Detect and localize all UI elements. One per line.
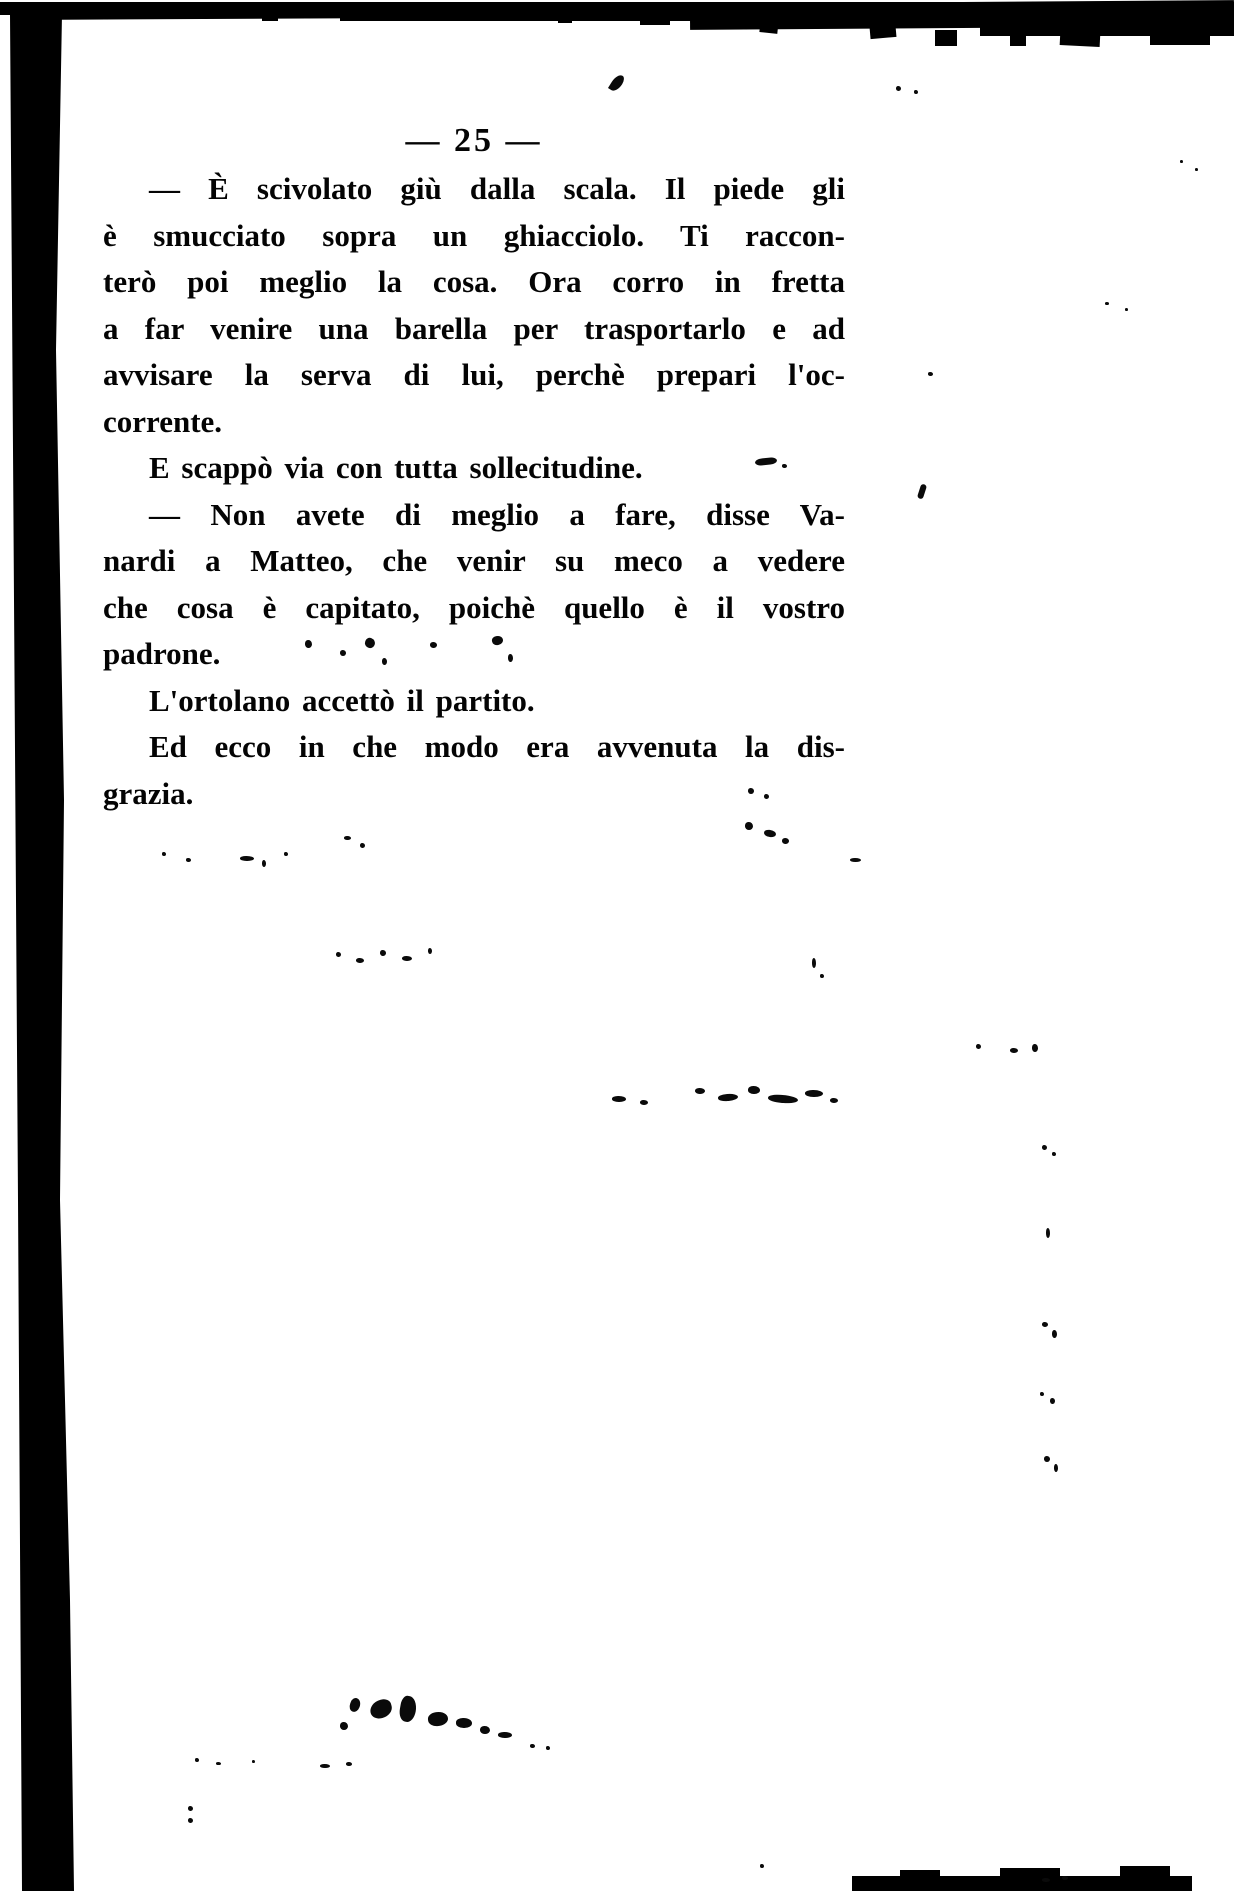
ink-speck [896, 86, 901, 91]
ink-speck [1125, 308, 1128, 311]
ink-smudge [745, 822, 753, 830]
bottom-ink-bar [900, 1870, 940, 1878]
bottom-ink-bar [852, 1876, 1192, 1891]
ink-speck [608, 73, 626, 94]
ink-smudge [340, 1722, 348, 1730]
ink-speck [1040, 1392, 1044, 1396]
ink-speck [1180, 160, 1183, 163]
ink-smudge [830, 1098, 838, 1103]
ink-speck [1046, 1228, 1050, 1238]
ink-smudge [612, 1096, 626, 1102]
ink-speck [428, 948, 432, 954]
ink-smudge [398, 1695, 418, 1723]
ink-smudge [368, 1697, 394, 1720]
ink-speck [546, 1746, 550, 1750]
ink-speck [252, 1760, 255, 1763]
ink-smudge [456, 1718, 472, 1728]
top-ink-band [60, 9, 360, 20]
text-line: — È scivolato giù dalla scala. Il piede gli [149, 171, 845, 206]
top-ink-band [1060, 31, 1101, 47]
top-ink-band [759, 19, 778, 34]
page-number-header: — 25 — [405, 122, 543, 159]
text-line: che cosa è capitato, poichè quello è il vostro [103, 589, 845, 625]
text-line: padrone. [103, 636, 221, 671]
ink-speck [402, 956, 412, 961]
ink-speck [1052, 1152, 1056, 1156]
top-ink-band [420, 14, 444, 21]
text-line: è smucciato sopra un ghiacciolo. Ti raccon- [103, 217, 845, 253]
text-line: terò poi meglio la cosa. Ora corro in fretta [103, 264, 845, 299]
ink-smudge [748, 1086, 760, 1094]
ink-speck [1050, 1398, 1055, 1404]
ink-speck [240, 856, 254, 861]
ink-speck [850, 858, 861, 862]
ink-speck [186, 858, 191, 862]
top-ink-band [558, 12, 572, 23]
ink-speck [928, 372, 933, 376]
ink-speck [530, 1744, 535, 1748]
top-ink-band [120, 13, 140, 19]
ink-smudge [695, 1088, 705, 1094]
paragraph [103, 678, 845, 725]
ink-smudge [782, 838, 789, 844]
ink-speck [356, 958, 364, 963]
text-line: Ed ecco in che modo era avvenuta la dis- [149, 729, 845, 764]
top-ink-band [980, 2, 1234, 36]
ink-speck [1044, 1456, 1050, 1462]
ink-speck [1062, 1876, 1068, 1880]
top-ink-band [262, 13, 278, 21]
ink-speck [820, 974, 824, 978]
ink-smudge [764, 829, 777, 838]
ink-speck [917, 483, 927, 499]
text-line: — Non avete di meglio a fare, disse Va- [149, 496, 845, 532]
ink-speck [346, 1762, 352, 1766]
ink-speck [1042, 1322, 1048, 1327]
ink-smudge [427, 1711, 449, 1728]
text-line: L'ortolano accettò il partito. [149, 682, 535, 718]
paragraph [103, 724, 845, 817]
text-line: grazia. [103, 775, 194, 811]
ink-speck [195, 1758, 199, 1762]
left-gutter-ink-strip [0, 0, 90, 1891]
ink-speck [1054, 1464, 1058, 1472]
top-ink-band [935, 30, 957, 46]
text-line: avvisare la serva di lui, perchè prepari l'oc- [103, 357, 845, 392]
text-line: nardi a Matteo, che venir su meco a vedere [103, 543, 845, 578]
top-ink-band [640, 16, 670, 25]
ink-smudge [640, 1100, 648, 1105]
paragraph [103, 492, 845, 678]
ink-speck [380, 950, 386, 956]
ink-speck [188, 1806, 193, 1811]
ink-speck [1010, 1048, 1018, 1053]
ink-smudge [718, 1093, 739, 1102]
ink-speck [812, 958, 816, 968]
ink-speck [1032, 1044, 1038, 1052]
ink-speck [914, 90, 918, 94]
text-line: corrente. [103, 403, 223, 439]
ink-speck [1195, 168, 1198, 171]
ink-smudge [480, 1726, 490, 1734]
top-ink-band [870, 25, 897, 39]
ink-speck [162, 852, 166, 856]
ink-speck [344, 836, 351, 840]
ink-speck [216, 1762, 221, 1765]
ink-speck [1042, 1145, 1047, 1150]
top-ink-band [1010, 34, 1026, 46]
bottom-ink-bar [1000, 1868, 1060, 1878]
ink-speck [284, 852, 288, 856]
paragraph [103, 166, 845, 445]
top-ink-band [1150, 32, 1210, 45]
bottom-ink-bar [1120, 1866, 1170, 1878]
ink-speck [360, 843, 365, 848]
text-line: E scappò via con tutta sollecitudine. [149, 450, 643, 485]
ink-smudge [348, 1697, 362, 1714]
page-text-block [103, 166, 845, 817]
ink-speck [188, 1818, 193, 1823]
ink-speck [1052, 1330, 1057, 1338]
ink-smudge [805, 1090, 823, 1097]
ink-speck [1042, 1878, 1050, 1882]
ink-smudge [498, 1732, 512, 1738]
ink-speck [1105, 302, 1109, 305]
ink-speck [760, 1864, 764, 1868]
paragraph [103, 445, 845, 492]
text-line: a far venire una barella per trasportarlo e ad [103, 310, 845, 346]
ink-smudge [768, 1094, 798, 1104]
ink-speck [976, 1044, 981, 1049]
ink-speck [336, 952, 341, 957]
ink-speck [262, 860, 266, 867]
ink-speck [320, 1764, 330, 1768]
